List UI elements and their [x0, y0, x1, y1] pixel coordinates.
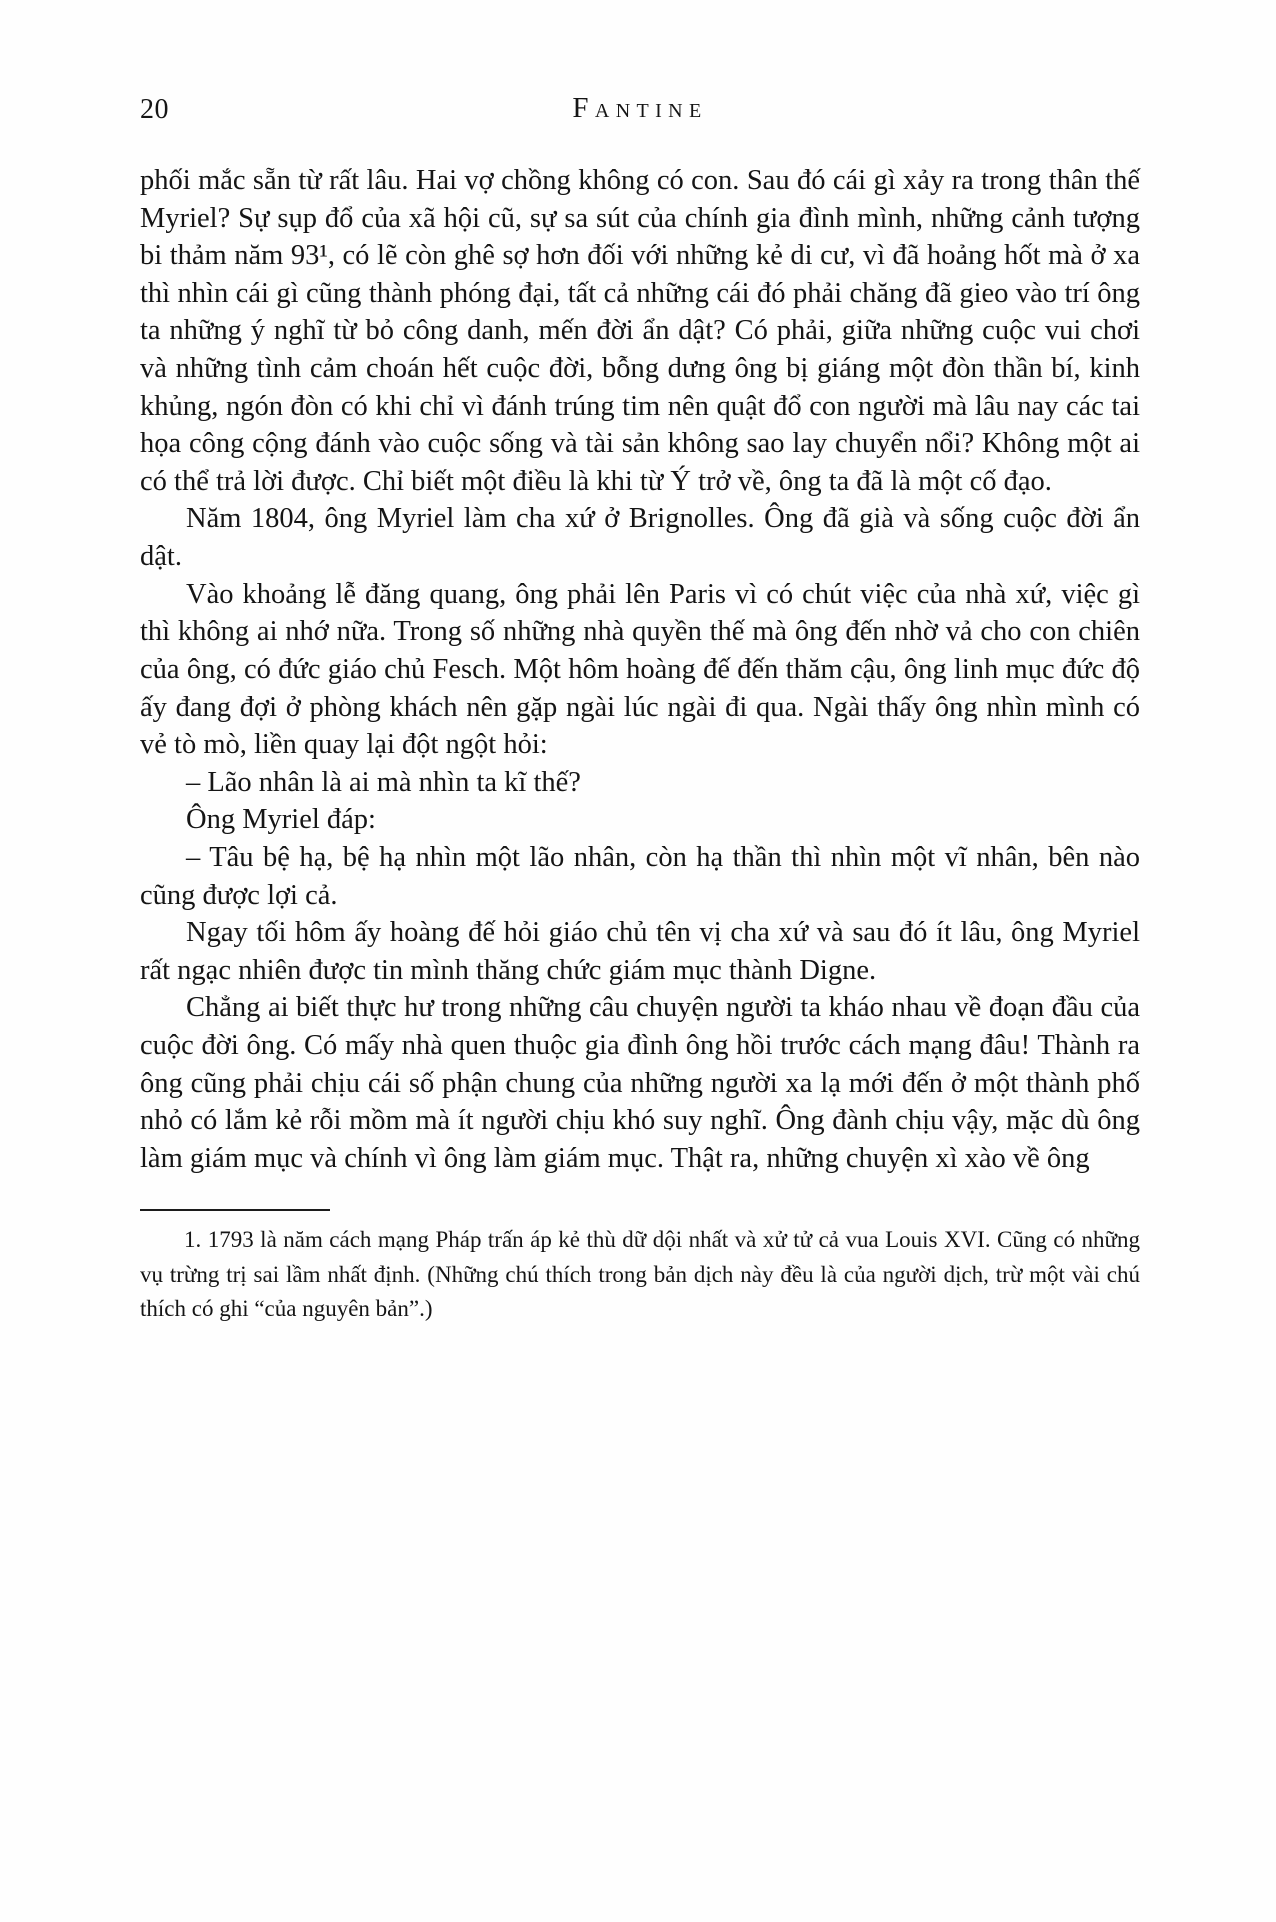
paragraph-dialogue: – Tâu bệ hạ, bệ hạ nhìn một lão nhân, còn hạ thần thì nhìn một vĩ nhân, bên nào cũng được lợi cả.: [140, 841, 1140, 911]
paragraph: Ngay tối hôm ấy hoàng đế hỏi giáo chủ tên vị cha xứ và sau đó ít lâu, ông Myriel rất ngạc nhiên được tin mình thăng chức giám mục thành Digne.: [140, 917, 1140, 986]
paragraph: Năm 1804, ông Myriel làm cha xứ ở Brignolles. Ông đã già và sống cuộc đời ẩn dật.: [140, 503, 1140, 573]
running-head: Fantine: [572, 92, 708, 124]
paragraph: Chẳng ai biết thực hư trong những câu chuyện người ta kháo nhau về đoạn đầu của cuộc đời ông. Có mấy nhà quen thuộc gia đình ông hồi trước cách mạng đâu! Thành ra ông cũng phải chịu cái số phận chung của những người xa lạ mới đến ở một thành phố nhỏ có lắm kẻ rỗi mồm mà ít người chịu khó suy nghĩ. Ông đành chịu vậy, mặc dù ông làm giám mục và chính vì ông làm giám mục. Thật ra, những chuyện xì xào về ông: [140, 992, 1140, 1174]
paragraph: phối mắc sẵn từ rất lâu. Hai vợ chồng không có con. Sau đó cái gì xảy ra trong thân thế Myriel? Sự sụp đổ của xã hội cũ, sự sa sút của chính gia đình mình, những cảnh tượng bi thảm năm 93¹, có lẽ còn ghê sợ hơn đối với những kẻ di cư, vì đã hoảng hốt mà ở xa thì nhìn cái gì cũng thành phóng đại, tất cả những cái đó phải chăng đã gieo vào trí ông ta những ý nghĩ từ bỏ công danh, mến đời ẩn dật? Có phải, giữa những cuộc vui chơi và những tình cảm choán hết cuộc đời, bỗng dưng ông bị giáng một đòn thần bí, kinh khủng, ngón đòn có khi chỉ vì đánh trúng tim nên quật đổ con người mà lâu nay các tai họa công cộng đánh vào cuộc sống và tài sản không sao lay chuyển nổi? Không một ai có thể trả lời được. Chỉ biết một điều là khi từ Ý trở về, ông ta đã là một cố đạo.: [140, 165, 1140, 497]
footnote-text: 1. 1793 là năm cách mạng Pháp trấn áp kẻ thù dữ dội nhất và xử tử cả vua Louis XVI. Cũng có những vụ trừng trị sai lầm nhất định. (Những chú thích trong bản dịch này đều là của người dịch, trừ một vài chú thích có ghi “của nguyên bản”.): [140, 1227, 1140, 1322]
paragraph-dialogue: – Lão nhân là ai mà nhìn ta kĩ thế?: [186, 766, 581, 798]
page-number: 20: [140, 94, 170, 125]
paragraph: Vào khoảng lễ đăng quang, ông phải lên Paris vì có chút việc của nhà xứ, việc gì thì không ai nhớ nữa. Trong số những nhà quyền thế mà ông đến nhờ vả cho con chiên của ông, có đức giáo chủ Fesch. Một hôm hoàng đế đến thăm cậu, ông linh mục đức độ ấy đang đợi ở phòng khách nên gặp ngài lúc ngài đi qua. Ngài thấy ông nhìn mình có vẻ tò mò, liền quay lại đột ngột hỏi:: [140, 578, 1140, 761]
footnote: [140, 1209, 1140, 1327]
page-header: [140, 92, 1140, 136]
body-text: [140, 162, 1140, 1177]
paragraph: Ông Myriel đáp:: [186, 804, 376, 836]
footnote-separator-rule: [140, 1209, 330, 1211]
